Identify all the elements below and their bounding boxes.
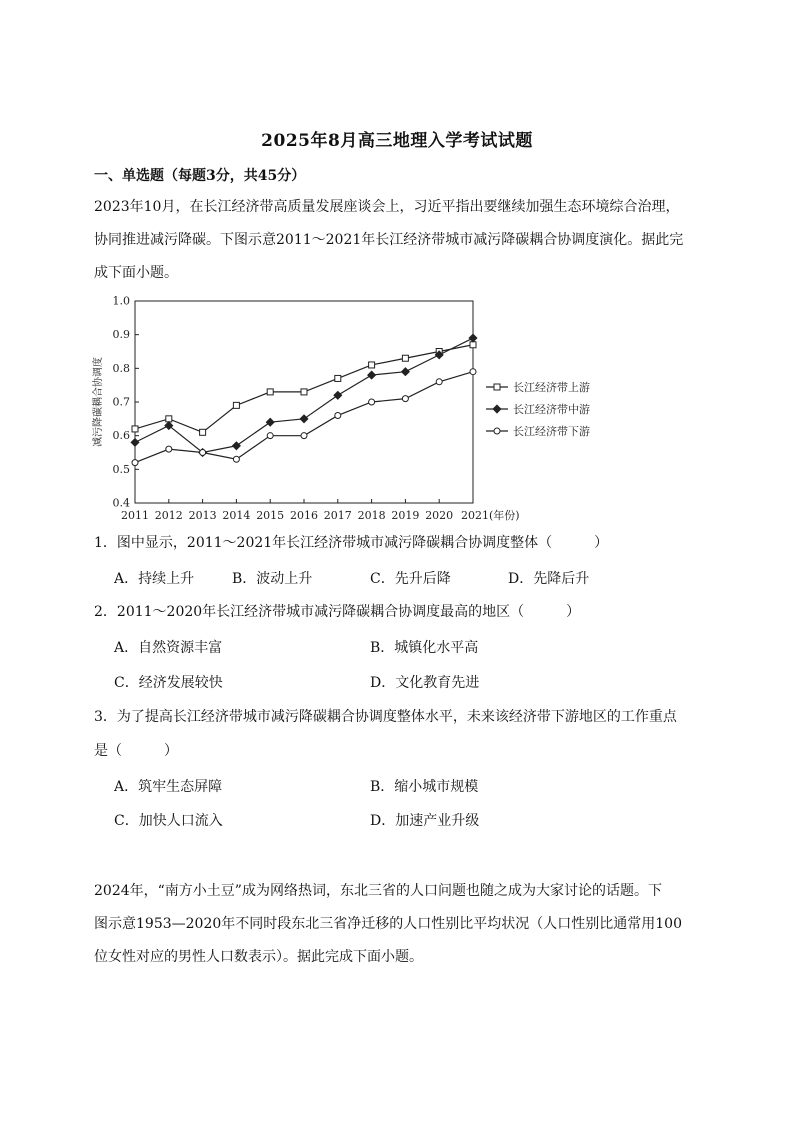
question-1-stem: 1．图中显示，2011～2021年长江经济带城市减污降碳耦合协调度整体（ ） bbox=[94, 535, 609, 551]
question-1-option-c[interactable]: C．先升后降 bbox=[370, 571, 451, 587]
legend-label: 长江经济带上游 bbox=[513, 381, 590, 394]
x-tick-label: 2020 bbox=[425, 509, 454, 522]
legend-label: 长江经济带中游 bbox=[513, 403, 590, 416]
question-1-option-b[interactable]: B．波动上升 bbox=[232, 571, 313, 587]
series-2-point bbox=[132, 460, 138, 466]
y-tick-label: 0.4 bbox=[112, 496, 130, 510]
series-1-point bbox=[131, 438, 139, 446]
series-1-point bbox=[266, 418, 274, 426]
series-2-point bbox=[301, 433, 307, 439]
x-tick-label: 2013 bbox=[188, 509, 217, 522]
series-legend-0-point bbox=[494, 384, 500, 390]
question-3-option-d[interactable]: D．加速产业升级 bbox=[370, 813, 480, 829]
y-tick-label: 0.9 bbox=[112, 328, 130, 342]
series-2-point bbox=[267, 433, 273, 439]
question-3-option-c[interactable]: C．加快人口流入 bbox=[114, 813, 223, 829]
x-tick-label: 2019 bbox=[391, 509, 420, 522]
y-tick-label: 0.8 bbox=[112, 361, 130, 375]
passage-2 bbox=[94, 875, 704, 974]
x-tick-label: 2016 bbox=[290, 509, 318, 522]
plot-frame bbox=[135, 301, 473, 503]
series-0-point bbox=[335, 375, 341, 381]
x-tick-label: 2021(年份) bbox=[461, 509, 520, 522]
series-0-point bbox=[369, 362, 375, 368]
question-2-option-b[interactable]: B．城镇化水平高 bbox=[370, 640, 479, 656]
series-0-point bbox=[470, 342, 476, 348]
series-2-point bbox=[233, 456, 239, 462]
y-tick-label: 0.5 bbox=[112, 462, 130, 476]
passage-2-line: 图示意1953—2020年不同时段东北三省净迁移的人口性别比平均状况（人口性别比通常用100 bbox=[94, 916, 682, 932]
question-3-option-a[interactable]: A．筑牢生态屏障 bbox=[114, 779, 223, 795]
series-0-point bbox=[200, 429, 206, 435]
question-3-stem: 3．为了提高长江经济带城市减污降碳耦合协调度整体水平，未来该经济带下游地区的工作重点 bbox=[94, 709, 677, 725]
coupling-coordination-line-chart bbox=[88, 292, 608, 524]
legend-label: 长江经济带下游 bbox=[513, 425, 590, 438]
question-2-option-d[interactable]: D．文化教育先进 bbox=[370, 675, 480, 691]
y-axis-label: 减污降碳耦合协调度 bbox=[93, 357, 104, 447]
series-0-point bbox=[233, 402, 239, 408]
passage-1-line: 协同推进减污降碳。下图示意2011～2021年长江经济带城市减污降碳耦合协调度演化。据此完 bbox=[94, 232, 684, 248]
x-tick-label: 2017 bbox=[323, 509, 352, 522]
x-tick-label: 2011 bbox=[121, 509, 149, 522]
x-tick-label: 2015 bbox=[256, 509, 285, 522]
series-legend-2-point bbox=[494, 428, 500, 434]
series-2-point bbox=[369, 399, 375, 405]
series-2-point bbox=[335, 412, 341, 418]
question-1-option-d[interactable]: D．先降后升 bbox=[508, 571, 590, 587]
series-0-point bbox=[166, 416, 172, 422]
question-2-option-a[interactable]: A．自然资源丰富 bbox=[114, 640, 223, 656]
question-2-option-c[interactable]: C．经济发展较快 bbox=[114, 675, 223, 691]
series-2-point bbox=[402, 396, 408, 402]
series-1-point bbox=[300, 415, 308, 423]
series-legend-1-point bbox=[493, 405, 501, 413]
x-tick-label: 2018 bbox=[357, 509, 386, 522]
question-3-option-b[interactable]: B．缩小城市规模 bbox=[370, 779, 479, 795]
series-1-point bbox=[368, 371, 376, 379]
series-0-point bbox=[301, 389, 307, 395]
series-0-point bbox=[402, 355, 408, 361]
question-1-option-a[interactable]: A．持续上升 bbox=[114, 571, 195, 587]
series-1-point bbox=[469, 334, 477, 342]
series-0-point bbox=[132, 426, 138, 432]
passage-2-line: 位女性对应的男性人口数表示）。据此完成下面小题。 bbox=[94, 949, 423, 965]
x-tick-label: 2014 bbox=[222, 509, 251, 522]
section-heading: 一、单选题（每题3分，共45分） bbox=[94, 168, 306, 184]
series-1-point bbox=[401, 368, 409, 376]
question-3-stem: 是（ ） bbox=[94, 743, 178, 759]
y-tick-label: 0.6 bbox=[112, 429, 130, 443]
passage-1-line: 2023年10月，在长江经济带高质量发展座谈会上，习近平指出要继续加强生态环境综合治理， bbox=[94, 199, 680, 215]
series-2-point bbox=[166, 446, 172, 452]
y-tick-label: 0.7 bbox=[112, 395, 130, 409]
question-2-stem: 2．2011～2020年长江经济带城市减污降碳耦合协调度最高的地区（ ） bbox=[94, 604, 581, 620]
y-tick-label: 1.0 bbox=[112, 294, 130, 308]
passage-1-line: 成下面小题。 bbox=[94, 265, 178, 281]
series-2-point bbox=[470, 369, 476, 375]
series-0-point bbox=[267, 389, 273, 395]
passage-2-line: 2024年，“南方小土豆”成为网络热词，东北三省的人口问题也随之成为大家讨论的话题。下 bbox=[94, 883, 662, 899]
page-title: 2025年8月高三地理入学考试试题 bbox=[261, 131, 533, 151]
series-2-point bbox=[436, 379, 442, 385]
series-1-point bbox=[334, 391, 342, 399]
passage-1 bbox=[94, 191, 704, 290]
series-1-point bbox=[232, 442, 240, 450]
x-tick-label: 2012 bbox=[154, 509, 183, 522]
series-2-point bbox=[200, 450, 206, 456]
